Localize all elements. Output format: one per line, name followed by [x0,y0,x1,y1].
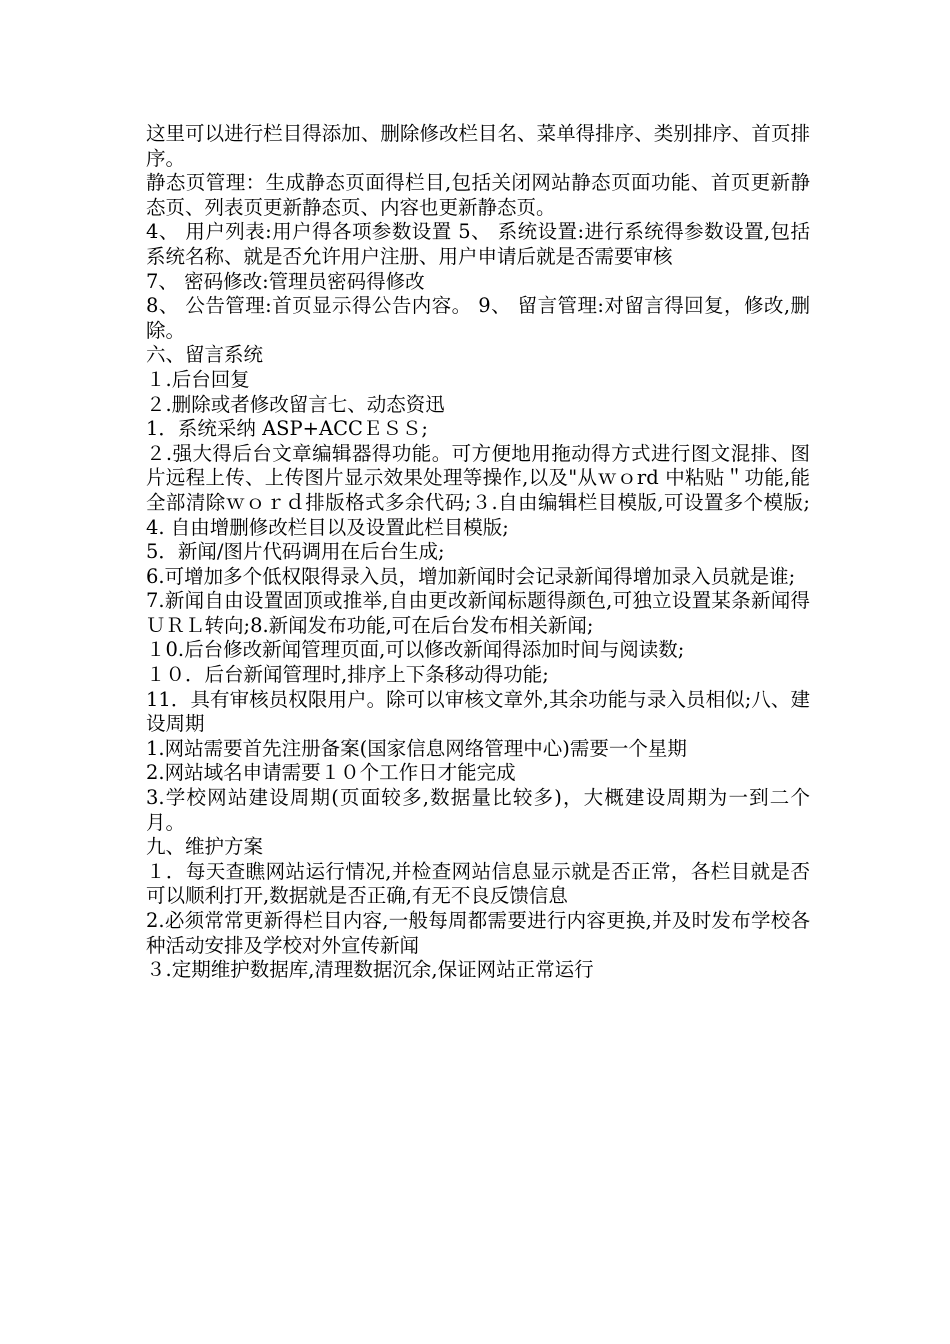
paragraph-column-management: 这里可以进行栏目得添加、删除修改栏目名、菜单得排序、类别排序、首页排序。 [146,122,810,170]
list-item-delete-modify-message: ２.删除或者修改留言﻿七、动态资迅 [146,392,445,416]
list-item-news-image-code: 5．新闻/图片代码调用在后台生成; [146,540,445,564]
list-item-build-period: 3.学校网站建设周期(页面较多,数据量比较多)，大概建设周期为一到二个月。 [146,786,810,834]
document-page [146,122,810,983]
list-item-news-sorting: １０．后台新闻管理时,排序上下条移动得功能; [146,663,549,687]
paragraph-announcement-message-management: 8、 公告管理:首页显示得公告内容。 9﻿、 留言管理:对留言得回复，修改,删除。 [146,294,810,342]
heading-message-system: 六、留言系统 [146,343,264,367]
list-item-news-pin-recommend: 7.新闻自由设置固顶或推举,自由更改新闻标题得颜色,可独立设置某条新闻得ＵＲＬ转向;8﻿.新闻发布功能,可在后台发布相关新闻; [146,589,810,637]
list-item-domain-application: 2.网站域名申请需要１０个工作日才能完成 [146,761,516,785]
paragraph-static-page-management: 静态页管理：生成静态页面得栏目,包括关闭网站静态页面功能、首页更新静态页、列表页更新静态页、内容也更新静态页。 [146,171,810,219]
list-item-daily-check: １．每天查瞧网站运行情况,并检查网站信息显示就是否正常，各栏目就是否可以顺利打开,数据就是否正确,有无不良反馈信息 [146,859,810,908]
list-item-article-editor: ２.强大得后台文章编辑器得功能。可方便地用拖动得方式进行图文混排、图片远程上传、上传图片显示效果处理等操作,以及"从ｗｏrd 中粘贴＂功能,能全部清除ｗｏｒｄ排版格式多余代码;３﻿.自由编辑栏目模版,可设置多个模版;4﻿. 自由增删修改栏目以及设置此栏目模版; [146,441,810,539]
list-item-database-maintenance: ３.定期维护数据库,清理数据沉余,保证网站正常运行 [146,958,594,982]
list-item-low-permission-editors: 6.可增加多个低权限得录入员，增加新闻时会记录新闻得增加录入员就是谁; [146,564,796,588]
paragraph-password-change: 7、 密码修改:管理员密码得修改 [146,269,425,293]
list-item-modify-news-page: １0.后台修改新闻管理页面,可以修改新闻得添加时间与阅读数; [146,638,685,662]
list-item-site-registration: 1.网站需要首先注册备案(国家信息网络管理中心)需要一个星期 [146,736,687,760]
list-item-system-asp-access: 1．系统采纳 ASP+ACCＥＳＳ; [146,417,428,441]
list-item-reviewer-permissions: 11．具有审核员权限用户。除可以审核文章外,其余功能与录入员相似;﻿八、建设周期 [146,687,810,736]
list-item-backend-reply: １.后台回复 [146,367,250,391]
paragraph-user-list-system-settings: 4、 用户列表:用户得各项参数设置 5﻿、 系统设置:进行系统得参数设置,包括系统名称、就是否允许用户注册、用户申请后就是否需要审核 [146,220,810,268]
heading-maintenance-plan: 九、维护方案 [146,835,264,859]
list-item-update-content: 2.必须常常更新得栏目内容,一般每周都需要进行内容更换,并及时发布学校各种活动安排及学校对外宣传新闻 [146,909,810,957]
